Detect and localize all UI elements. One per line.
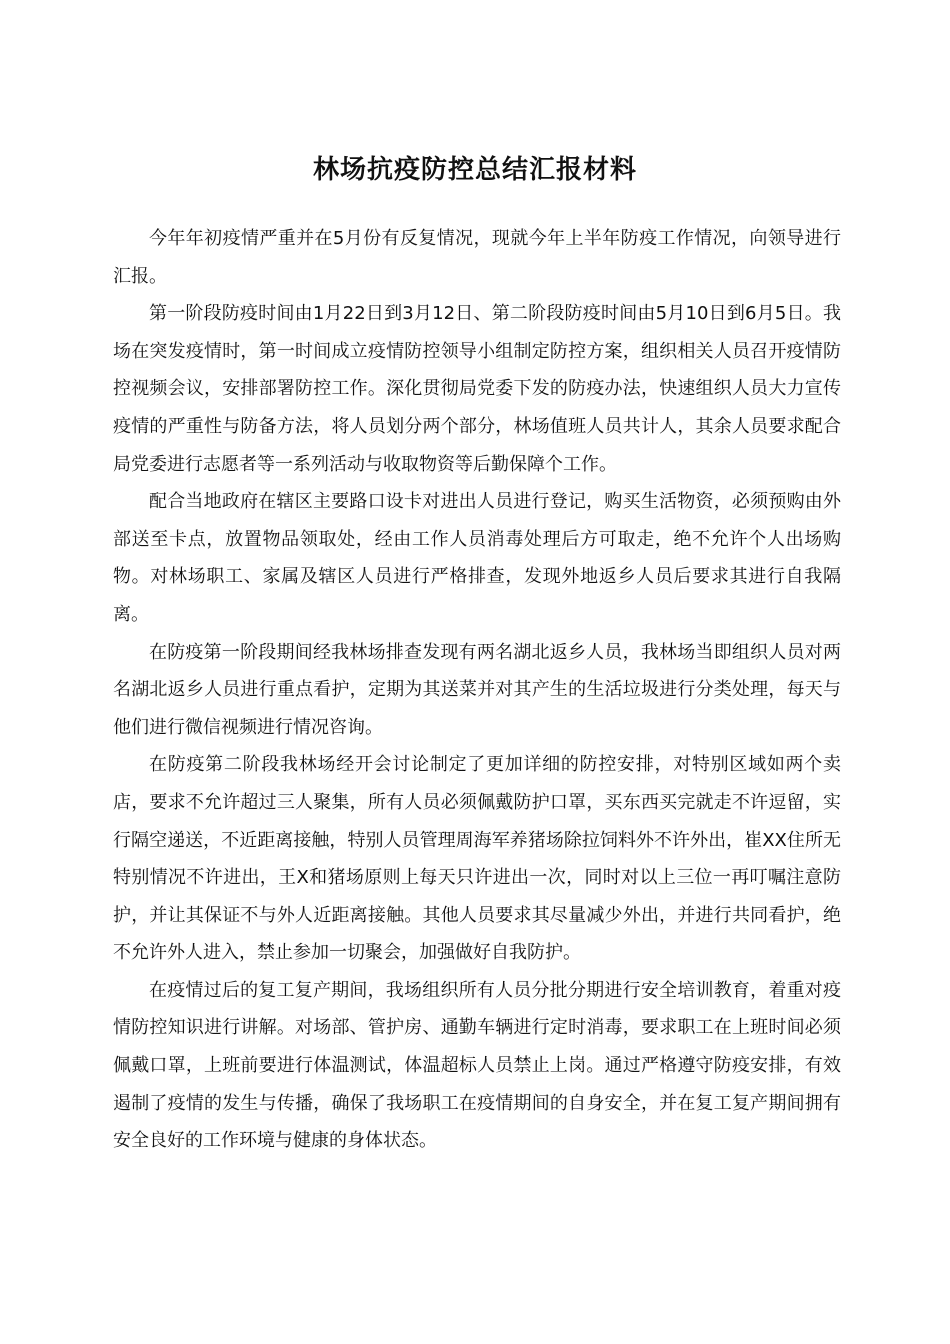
paragraph-checkpoints: 配合当地政府在辖区主要路口设卡对进出人员进行登记，购买生活物资，必须预购由外部送至卡点，放置物品领取处，经由工作人员消毒处理后方可取走，绝不允许个人出场购物。对林场职工、家属及辖区人员进行严格排查，发现外地返乡人员后要求其进行自我隔离。 bbox=[113, 491, 841, 625]
paragraph-phase-one: 在防疫第一阶段期间经我林场排查发现有两名湖北返乡人员，我林场当即组织人员对两名湖北返乡人员进行重点看护，定期为其送菜并对其产生的生活垃圾进行分类处理，每天与他们进行微信视频进行情况咨询。 bbox=[113, 641, 841, 738]
document-body bbox=[113, 220, 841, 1160]
paragraph-phases: 第一阶段防疫时间由1月22日到3月12日、第二阶段防疫时间由5月10日到6月5日。我场在突发疫情时，第一时间成立疫情防控领导小组制定防控方案，组织相关人员召开疫情防控视频会议，安排部署防控工作。深化贯彻局党委下发的防疫办法，快速组织人员大力宣传疫情的严重性与防备方法，将人员划分两个部分，林场值班人员共计人，其余人员要求配合局党委进行志愿者等一系列活动与收取物资等后勤保障个工作。 bbox=[113, 303, 841, 475]
paragraph-intro: 今年年初疫情严重并在5月份有反复情况，现就今年上半年防疫工作情况，向领导进行汇报。 bbox=[113, 228, 841, 287]
paragraph-phase-two: 在防疫第二阶段我林场经开会讨论制定了更加详细的防控安排，对特别区域如两个卖店，要求不允许超过三人聚集，所有人员必须佩戴防护口罩，买东西买完就走不许逗留，实行隔空递送，不近距离接触，特别人员管理周海军养猪场除拉饲料外不许外出，崔XX住所无特别情况不许进出，王X和猪场原则上每天只许进出一次，同时对以上三位一再叮嘱注意防护，并让其保证不与外人近距离接触。其他人员要求其尽量减少外出，并进行共同看护，绝不允许外人进入，禁止参加一切聚会，加强做好自我防护。 bbox=[113, 754, 841, 964]
document-title: 林场抗疫防控总结汇报材料 bbox=[312, 155, 637, 186]
paragraph-resumption: 在疫情过后的复工复产期间，我场组织所有人员分批分期进行安全培训教育，着重对疫情防控知识进行讲解。对场部、管护房、通勤车辆进行定时消毒，要求职工在上班时间必须佩戴口罩，上班前要进行体温测试，体温超标人员禁止上岗。通过严格遵守防疫安排，有效遏制了疫情的发生与传播，确保了我场职工在疫情期间的自身安全，并在复工复产期间拥有安全良好的工作环境与健康的身体状态。 bbox=[113, 979, 841, 1152]
